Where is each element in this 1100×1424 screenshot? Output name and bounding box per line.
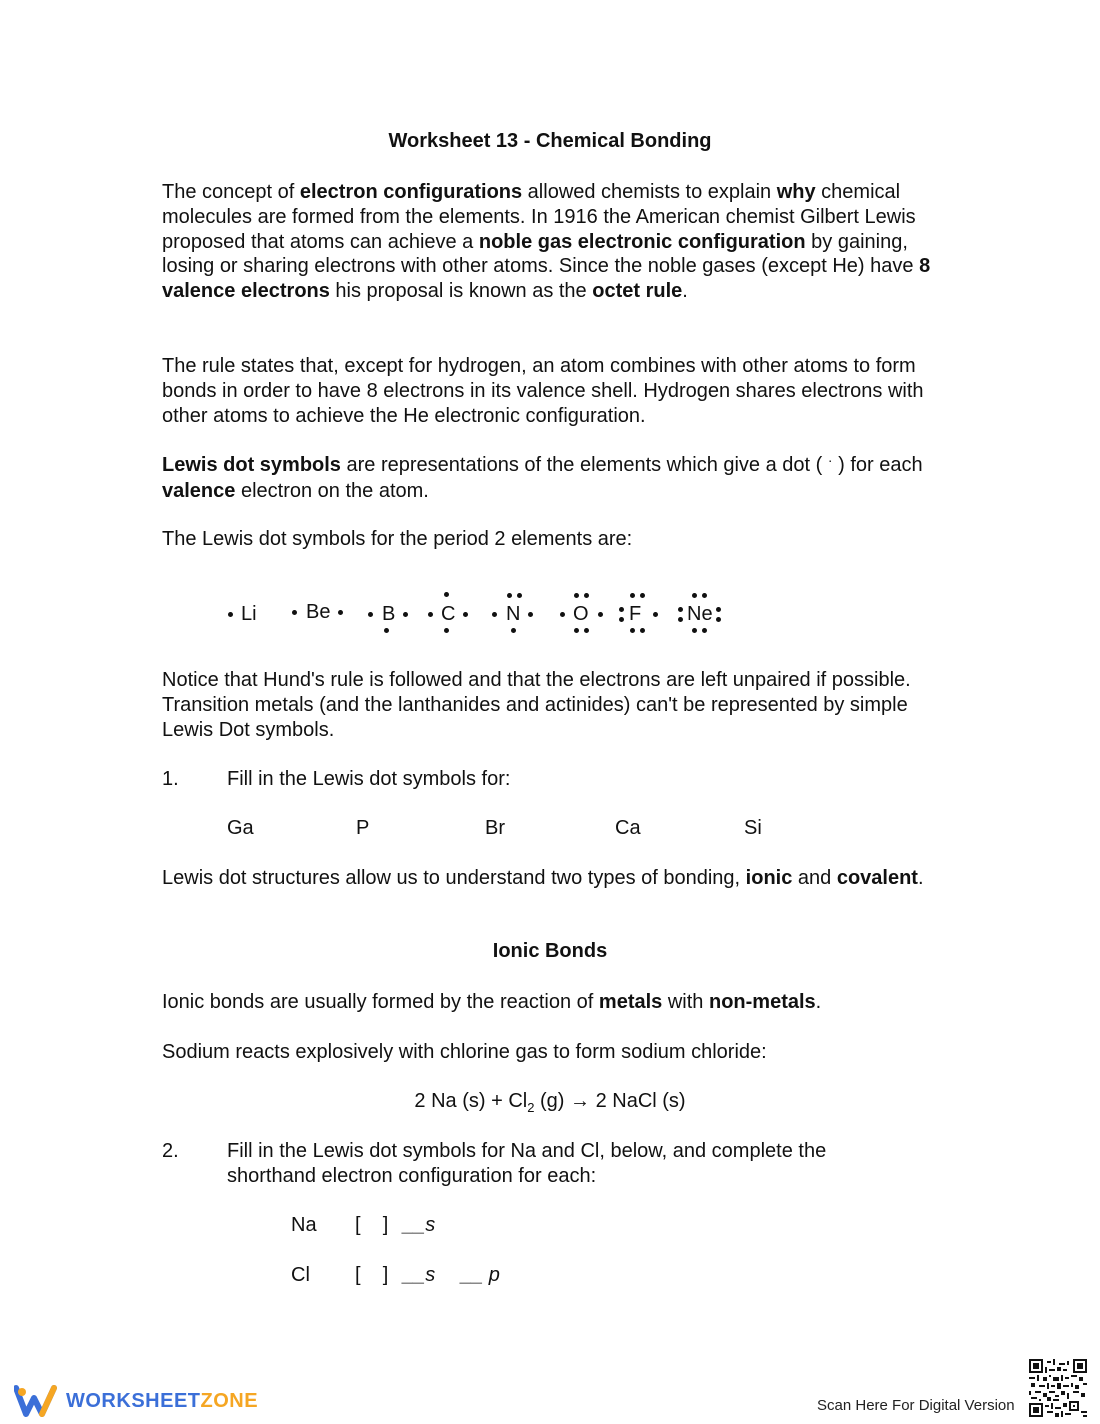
lewis-symbol-ne: Ne — [687, 603, 713, 625]
ionic-bonds-heading: Ionic Bonds — [492, 940, 608, 962]
cl-config-p-blank: __ p — [461, 1264, 500, 1286]
sodium-paragraph: Sodium reacts explosively with chlorine gas to form sodium chloride: — [162, 1041, 767, 1063]
question-1-number: 1. — [162, 768, 179, 790]
cl-bracket: [ ] — [355, 1264, 389, 1286]
question-1-text: Fill in the Lewis dot symbols for: — [227, 768, 511, 790]
cl-label: Cl — [291, 1264, 310, 1286]
lewis-symbol-li: Li — [241, 603, 257, 625]
na-label: Na — [291, 1214, 317, 1236]
intro-paragraph: The concept of electron configurations allowed chemists to explain why chemical molecules are formed from the elements. In 1916 the American chemist Gilbert Lewis proposed that atoms can achieve a noble gas electronic configuration by gaining, losing or sharing electrons with other atoms. Since the noble gases (except He) have 8 valence electrons his proposal is known as the octet rule. — [162, 181, 931, 303]
qr-code[interactable] — [1029, 1359, 1087, 1417]
question-2-number: 2. — [162, 1140, 179, 1162]
reaction-equation: 2 Na $(s) + Cl_2$ (g) → 2 NaCl (s) — [414, 1090, 686, 1115]
lewis-symbol-b: B — [382, 603, 396, 625]
na-bracket: [ ] — [355, 1214, 389, 1236]
ionic-bonds-paragraph: Ionic bonds are usually formed by the reaction of metals with non-metals. — [162, 991, 822, 1013]
q1-element-br: Br — [485, 817, 505, 839]
q1-element-p: P — [356, 817, 370, 839]
na-config-blank: __s — [403, 1214, 436, 1236]
q1-element-ga: Ga — [227, 817, 254, 839]
qr-code-icon — [1029, 1359, 1087, 1417]
octet-rule-paragraph: The rule states that, except for hydrogen, an atom combines with other atoms to form bonds in order to have 8 electrons in its valence shell. Hydrogen shares electrons with other atoms to achieve the He electronic configuration. — [162, 355, 924, 427]
bonding-types-paragraph: Lewis dot structures allow us to understand two types of bonding, ionic and covalent. — [162, 867, 924, 889]
period2-lewis-symbols — [0, 580, 1100, 640]
brand-name-part-2: ZONE — [200, 1389, 259, 1412]
lewis-definition-paragraph: Lewis dot symbols are representations of the elements which give a dot ( · ) for each valence electron on the atom. — [162, 452, 923, 502]
q1-element-si: Si — [744, 817, 762, 839]
lewis-symbol-c: C — [441, 603, 456, 625]
lewis-symbol-be: Be — [306, 601, 331, 623]
brand-name-part-1: WORKSHEET — [66, 1389, 201, 1412]
page-title: Worksheet 13 - Chemical Bonding — [388, 130, 712, 152]
lewis-symbol-f: F — [629, 603, 642, 625]
worksheetzone-logo[interactable] — [14, 1383, 258, 1419]
hund-rule-paragraph: Notice that Hund's rule is followed and that the electrons are left unpaired if possible. Transition metals (and the lanthanides and actinides) can't be represented by simple Lewis Dot symbols. — [162, 669, 911, 741]
scan-here-text: Scan Here For Digital Version — [817, 1397, 1015, 1414]
lewis-symbol-o: O — [573, 603, 589, 625]
period2-intro: The Lewis dot symbols for the period 2 elements are: — [162, 528, 633, 550]
cl-config-s-blank: __s — [403, 1264, 436, 1286]
lewis-symbol-n: N — [506, 603, 521, 625]
q1-element-ca: Ca — [615, 817, 641, 839]
question-2-text: Fill in the Lewis dot symbols for Na and Cl, below, and complete the shorthand electron configuration for each: — [227, 1140, 827, 1187]
worksheetzone-w-icon — [14, 1384, 60, 1418]
